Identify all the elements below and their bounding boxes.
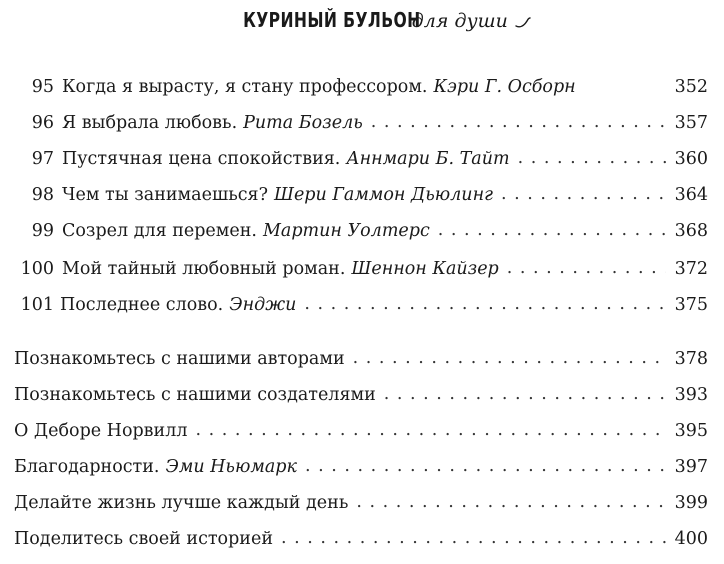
entry-author: Рита Бозель <box>243 113 363 133</box>
toc-appendix-entry[interactable] <box>14 380 708 410</box>
appendix-page: 397 <box>674 457 708 477</box>
entry-author: Мартин Уолтерс <box>262 221 430 241</box>
header-title: КУРИНЫЙ БУЛЬОН <box>243 8 421 32</box>
entry-title: Чем ты занимаешься? <box>62 185 268 205</box>
appendix-title: Делайте жизнь лучше каждый день <box>14 493 349 513</box>
entry-title: Мой тайный любовный роман. <box>62 259 346 279</box>
appendix-title: Благодарности. <box>14 457 160 477</box>
entry-author: Энджи <box>229 295 297 315</box>
toc-entry[interactable] <box>14 108 708 138</box>
toc-entry[interactable] <box>4 290 708 320</box>
dot-leader <box>438 215 666 245</box>
appendix-page: 393 <box>674 385 708 405</box>
toc-entry[interactable] <box>14 216 708 246</box>
entry-title: Созрел для перемен. <box>62 221 257 241</box>
entry-page: 372 <box>674 259 708 279</box>
dot-leader <box>281 523 666 553</box>
toc-entry[interactable] <box>14 72 708 102</box>
dot-leader <box>384 379 666 409</box>
entry-page: 375 <box>674 295 708 315</box>
header-swash-flourish <box>515 16 531 30</box>
toc-appendix-entry[interactable] <box>14 524 708 554</box>
appendix-page: 395 <box>674 421 708 441</box>
entry-page: 368 <box>674 221 708 241</box>
toc-appendix-entry[interactable] <box>14 344 708 374</box>
entry-number: 96 <box>31 113 54 133</box>
appendix-page: 400 <box>674 529 708 549</box>
entry-number: 99 <box>31 221 54 241</box>
entry-page: 364 <box>674 185 708 205</box>
entry-title: Пустячная цена спокойствия. <box>62 149 341 169</box>
entry-title: Я выбрала любовь. <box>62 113 238 133</box>
entry-author: Аннмари Б. Тайт <box>346 149 510 169</box>
toc-entry[interactable] <box>4 254 708 284</box>
appendix-title: О Деборе Норвилл <box>14 421 188 441</box>
header-script-title: для души <box>411 10 508 32</box>
running-header <box>0 8 724 32</box>
entry-author: Шеннон Кайзер <box>351 259 499 279</box>
entry-page: 352 <box>674 77 708 97</box>
toc-entry[interactable] <box>14 144 708 174</box>
entry-number: 95 <box>31 77 54 97</box>
entry-number: 100 <box>20 259 54 279</box>
dot-leader <box>353 343 666 373</box>
entry-title: Когда я вырасту, я стану профессором. <box>62 77 428 97</box>
dot-leader <box>356 487 666 517</box>
appendix-title: Поделитесь своей историей <box>14 529 273 549</box>
dot-leader <box>195 415 666 445</box>
entry-author: Кэри Г. Осборн <box>433 77 576 97</box>
toc-appendix-entry[interactable] <box>14 416 708 446</box>
entry-page: 360 <box>674 149 708 169</box>
appendix-title: Познакомьтесь с нашими авторами <box>14 349 345 369</box>
entry-number: 101 <box>20 295 54 315</box>
dot-leader <box>305 451 666 481</box>
toc-entry[interactable] <box>14 180 708 210</box>
dot-leader <box>507 253 666 283</box>
entry-author: Шери Гаммон Дьюлинг <box>273 185 493 205</box>
dot-leader <box>304 289 666 319</box>
toc-appendix-entry[interactable] <box>14 452 708 482</box>
entry-title: Последнее слово. <box>60 295 224 315</box>
dot-leader <box>518 143 666 173</box>
appendix-title: Познакомьтесь с нашими создателями <box>14 385 376 405</box>
entry-page: 357 <box>674 113 708 133</box>
appendix-author: Эми Ньюмарк <box>165 457 297 477</box>
dot-leader <box>371 107 666 137</box>
entry-number: 97 <box>31 149 54 169</box>
dot-leader <box>501 179 666 209</box>
appendix-page: 399 <box>674 493 708 513</box>
entry-number: 98 <box>31 185 54 205</box>
appendix-page: 378 <box>674 349 708 369</box>
toc-appendix-entry[interactable] <box>14 488 708 518</box>
